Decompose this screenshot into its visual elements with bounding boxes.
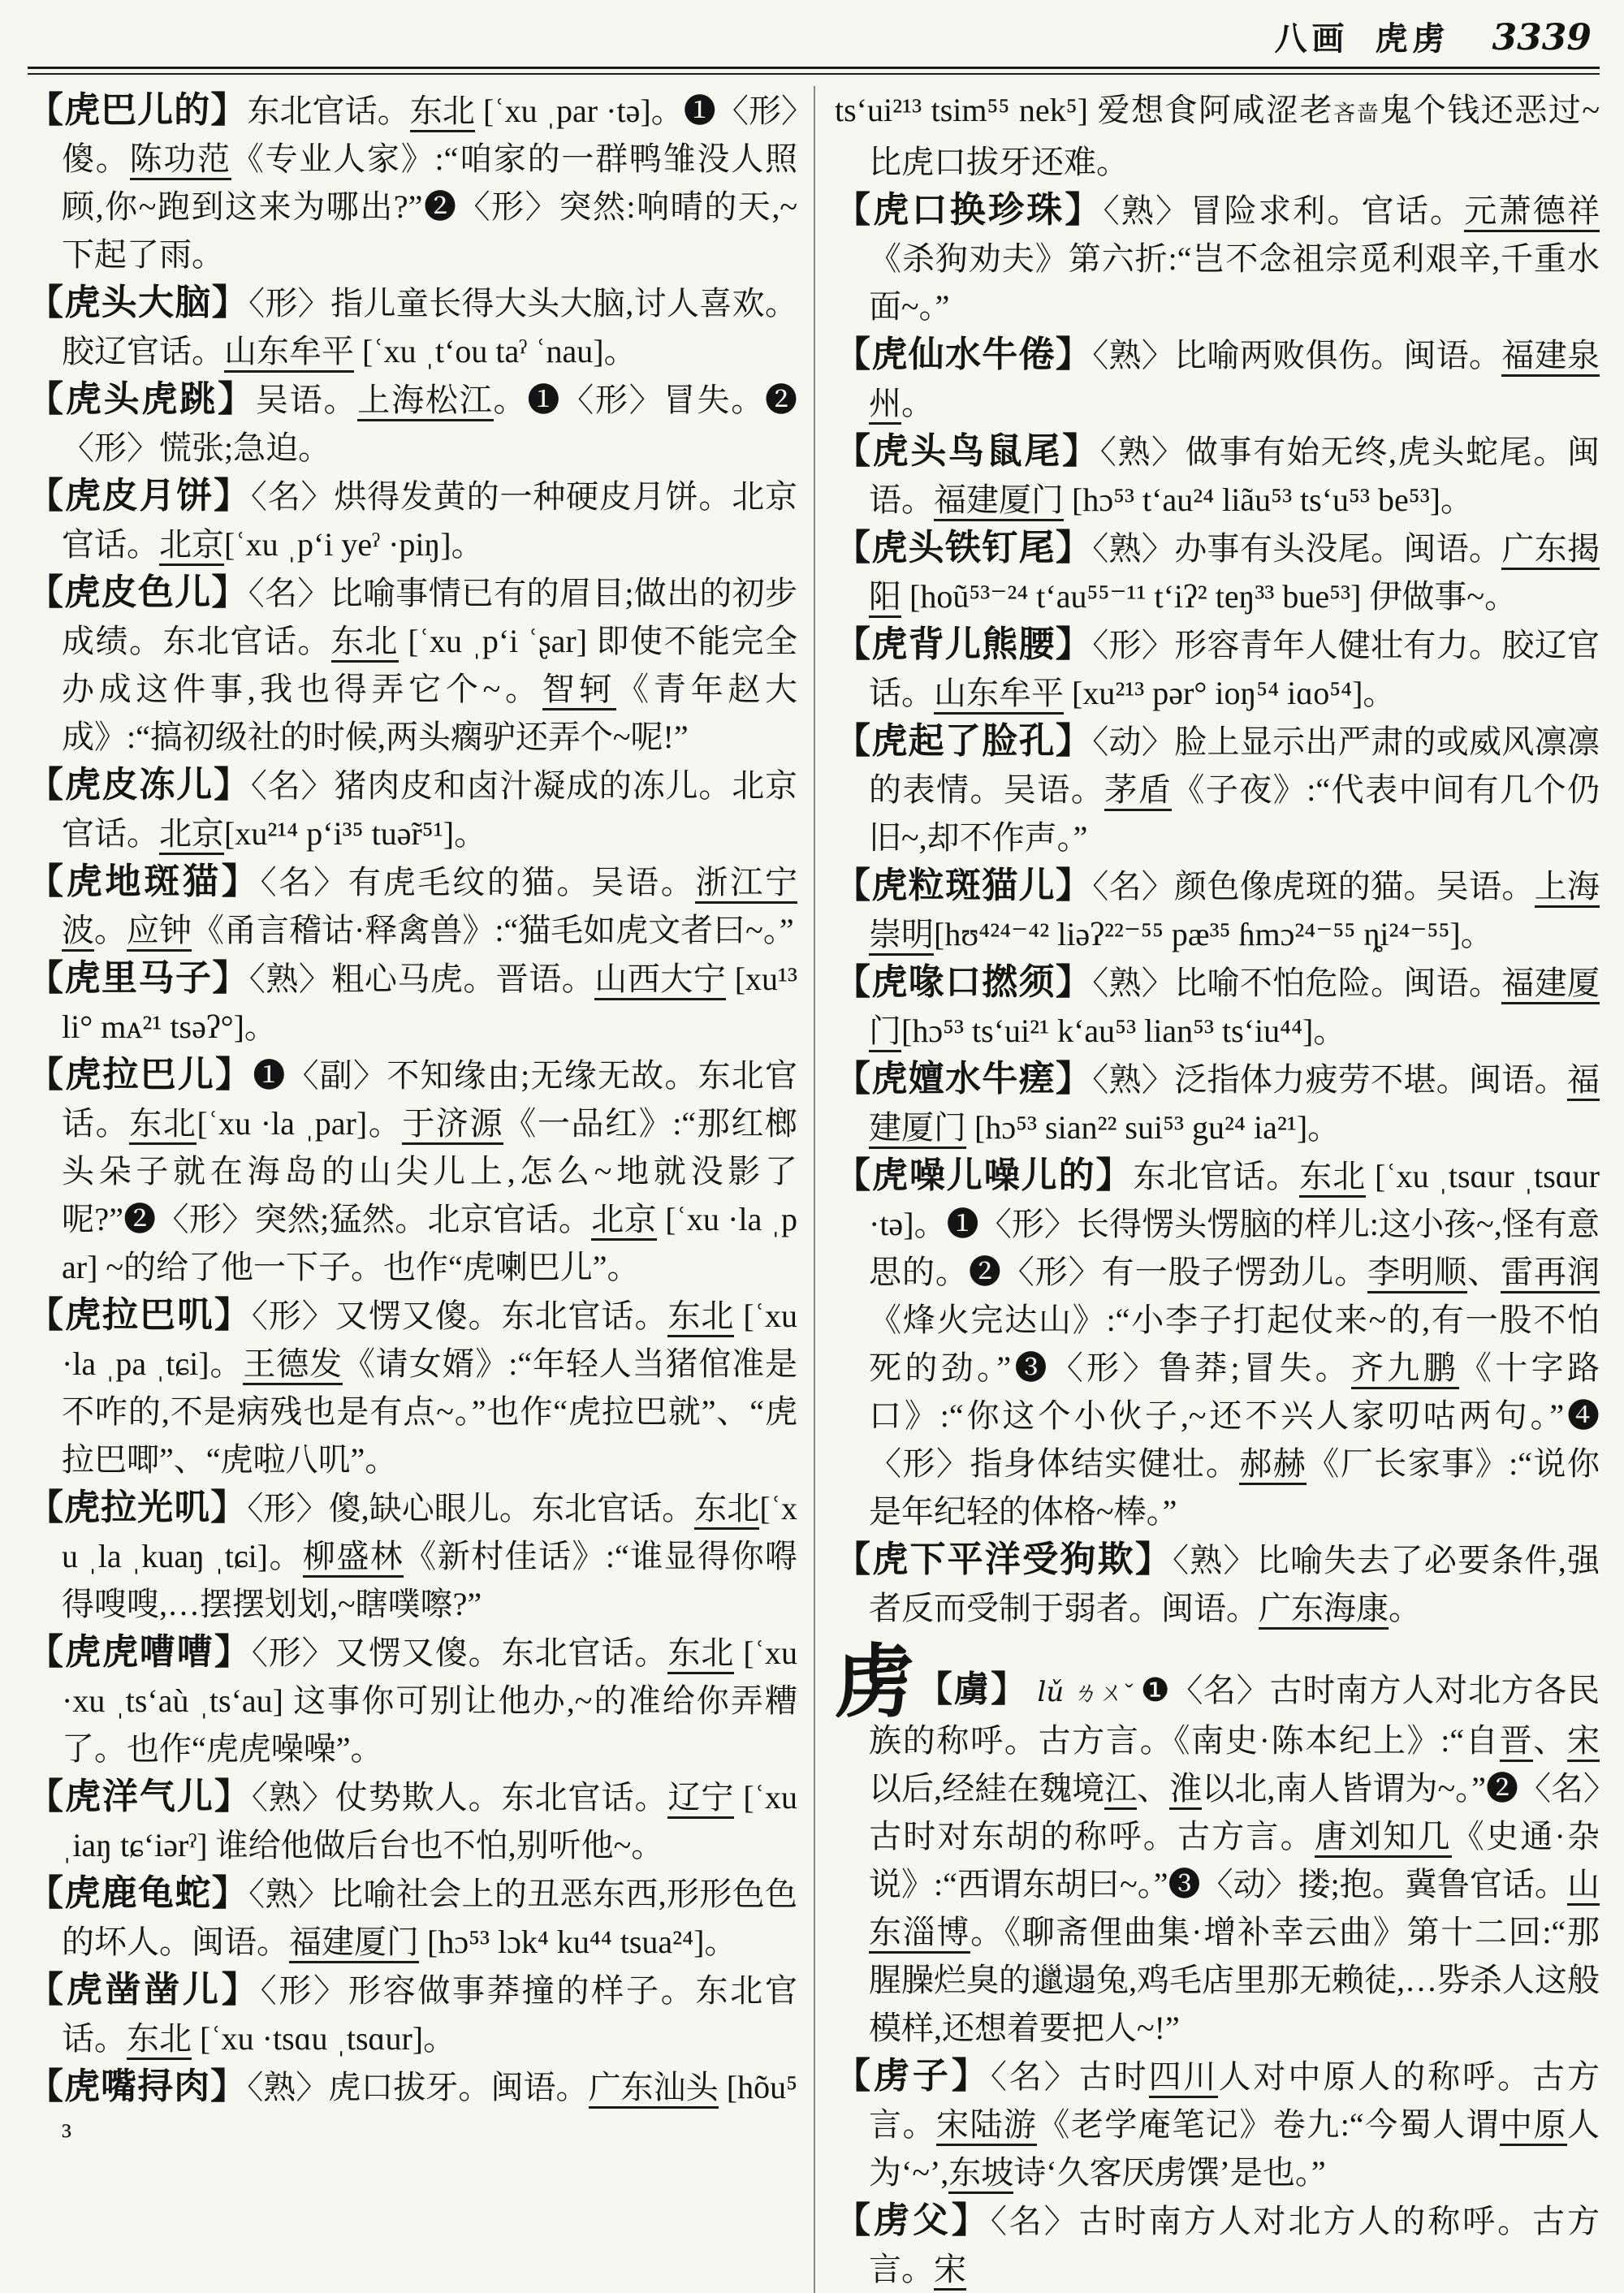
entry-headword: 【虎头大脑】 <box>28 283 249 322</box>
entry-headword: 【虎皮色儿】 <box>28 572 248 612</box>
pinyin-reading: lǔ <box>1027 1676 1073 1708</box>
char-headword-entry <box>835 1639 1600 2052</box>
dict-entry <box>835 427 1600 524</box>
proper-noun: 福建泉州 <box>869 337 1600 425</box>
proper-noun: 宋 <box>1567 1722 1600 1762</box>
entry-text: 〈名〉古时南方人对北方人的称呼。古方言。 <box>869 2203 1600 2287</box>
entry-text: 〈名〉有虎毛纹的猫。吴语。 <box>260 864 696 900</box>
entry-headword: 【虎拉巴叽】 <box>28 1295 252 1335</box>
page-number: 3339 <box>1492 17 1592 58</box>
entry-headword: 【虎虎嘈嘈】 <box>28 1632 252 1672</box>
proper-noun: 北京 <box>159 526 224 566</box>
entry-headword: 【虎凿凿儿】 <box>28 1970 261 2010</box>
proper-noun: 淮 <box>1169 1770 1202 1810</box>
proper-noun: 东北 <box>410 93 475 132</box>
entry-text: 人为‘~’, <box>869 2106 1600 2191</box>
entry-text: 《杀狗劝夫》第六折:“岂不念祖宗觅利艰辛,千重水面~。” <box>869 240 1600 325</box>
dict-entry <box>835 1055 1600 1151</box>
entry-text: 《专业人家》:“咱家的一群鸭雏没人照顾,你~跑到这来为哪出?”❷〈形〉突然:响晴的天,~下起了雨。 <box>62 140 798 273</box>
entry-text: 〈熟〉比喻不怕危险。闽语。 <box>1092 965 1502 1001</box>
entry-text: 。 <box>94 912 127 948</box>
entry-headword: 【虎里马子】 <box>28 958 249 998</box>
proper-noun: 宋陆游 <box>936 2106 1037 2146</box>
entry-text: 〈名〉比喻事情已有的眉目;做出的初步成绩。东北官话。 <box>62 575 797 659</box>
entry-text: [xu²¹³ pər° ioŋ⁵⁴ iɑo⁵⁴]。 <box>1064 675 1396 711</box>
proper-noun: 东北 <box>129 1105 197 1145</box>
traditional-form: 【虜】 <box>916 1669 1028 1709</box>
entry-headword: 【虎地斑猫】 <box>28 861 261 901</box>
entry-headword: 【虎嘴挦肉】 <box>28 2066 248 2106</box>
entry-headword: 【虎起了脸孔】 <box>835 721 1093 761</box>
entry-text: 、 <box>1467 1254 1501 1290</box>
entry-text: 。 <box>1389 1590 1421 1626</box>
entry-text: 〈形〉又愣又傻。东北官话。 <box>251 1634 668 1671</box>
entry-text: 〈熟〉粗心马虎。晋语。 <box>248 961 595 997</box>
proper-noun: 上海崇明 <box>869 868 1600 956</box>
entry-text: [hoũ⁵³⁻²⁴ tʻau⁵⁵⁻¹¹ tʻiʔ² teŋ³³ bue⁵³] 伊做事~。 <box>901 578 1518 615</box>
dict-entry <box>835 1151 1600 1535</box>
entry-text: 〈形〉形容做事莽撞的样子。东北官话。 <box>62 1972 798 2057</box>
proper-noun: 东北 <box>667 1298 734 1337</box>
dict-entry <box>28 1483 797 1628</box>
dict-entry <box>835 958 1600 1055</box>
entry-text: [ʿxu ˌpʻi yeˀ ·piŋ]。 <box>224 526 484 563</box>
entry-text: 、 <box>1533 1722 1567 1759</box>
proper-noun: 齐九鹏 <box>1351 1349 1459 1389</box>
entry-text: [ʿxu ·la ˌpa ˌtɕi]。 <box>62 1298 798 1382</box>
zhuyin-reading: ㄌㄨˇ <box>1073 1678 1141 1707</box>
proper-noun: 山西大宁 <box>594 961 726 1000</box>
stroke-section-label: 八画 <box>1274 20 1350 57</box>
proper-noun: 唐刘知几 <box>1315 1818 1452 1858</box>
entry-text: [ʿxu ·tsɑu ˌtsɑur]。 <box>192 2020 456 2057</box>
entry-text: 《子夜》:“代表中间有几个仍旧~,却不作声。” <box>869 771 1600 856</box>
entry-text: 《青年赵大成》:“搞初级社的时候,两头瘸驴还弄个~呢!” <box>62 671 798 755</box>
entry-text: 《烽火完达山》:“小李子打起仗来~的,有一股不怕死的劲。”❸〈形〉鲁莽;冒失。 <box>869 1302 1600 1386</box>
entry-headword: 【虎下平洋受狗欺】 <box>835 1539 1173 1579</box>
entry-text: [xu²¹⁴ pʻi³⁵ tuə̃r⁵¹]。 <box>224 815 487 852</box>
entry-text: 。 <box>901 385 934 421</box>
entry-headword: 【虎拉光叽】 <box>28 1488 248 1527</box>
entry-text: 《请女婿》:“年轻人当猪倌准是不咋的,不是病残也是有点~。”也作“虎拉巴就”、“虎拉巴唧”、“虎啦八叽”。 <box>62 1345 798 1478</box>
entry-text: [xu¹³ li° mᴀ²¹ tsəʔ°]。 <box>62 961 798 1045</box>
header-rule <box>28 67 1600 75</box>
proper-noun: 东北 <box>667 1634 734 1674</box>
entry-text: [ʿxu ·la ˌpar]。 <box>197 1105 403 1142</box>
entry-text: 〈熟〉比喻失去了必要条件,强者反而受制于弱者。闽语。 <box>869 1542 1600 1626</box>
entry-text: 人对中原人的称呼。古方言。 <box>869 2058 1600 2143</box>
entry-text: 、 <box>1137 1770 1170 1807</box>
proper-noun: 东坡 <box>948 2154 1013 2194</box>
dict-entry <box>28 1966 797 2062</box>
entry-text: 〈形〉又愣又傻。东北官话。 <box>251 1298 668 1334</box>
proper-noun: 广东揭阳 <box>869 530 1600 618</box>
dict-entry <box>28 761 797 857</box>
dict-entry <box>28 375 797 472</box>
entry-text: 〈熟〉比喻社会上的丑恶东西,形形色色的坏人。闽语。 <box>62 1876 798 1960</box>
entry-headword: 【虎噪儿噪儿的】 <box>835 1155 1134 1195</box>
proper-noun: 应钟 <box>127 912 192 952</box>
dict-entry <box>835 2196 1600 2293</box>
proper-noun: 东北 <box>694 1490 759 1530</box>
proper-noun: 陈功范 <box>130 140 231 180</box>
dict-entry <box>28 86 797 279</box>
dict-entry <box>835 1535 1600 1632</box>
proper-noun: 雷再润 <box>1501 1254 1600 1293</box>
entry-headword: 【虎巴儿的】 <box>28 90 248 130</box>
dict-entry <box>835 861 1600 958</box>
dict-entry <box>835 2052 1600 2196</box>
proper-noun: 北京 <box>159 815 224 855</box>
entry-text: ❶〈名〉古时南方人对北方各民族的称呼。古方言。《南史·陈本纪上》:“自 <box>869 1672 1600 1759</box>
page-header <box>28 15 1600 62</box>
entry-text: 《厂长家事》:“说你是年纪轻的体格~棒。” <box>869 1445 1600 1530</box>
entry-text: 鬼个钱还恶过~比虎口拔牙还难。 <box>869 92 1600 180</box>
entry-text: [ʿxu ·xu ˌtsʻaù ˌtsʻau] 这事你可别让他办,~的准给你弄糟了。也作“虎虎噪噪”。 <box>62 1634 798 1767</box>
entry-headword: 【虎拉巴儿】 <box>28 1055 253 1095</box>
entry-text: 〈名〉古时 <box>990 2058 1149 2095</box>
proper-noun: 宋 <box>934 2251 966 2291</box>
entry-text: [ʿxu ·la ˌpar] ~的给了他一下子。也作“虎喇巴儿”。 <box>62 1201 797 1285</box>
proper-noun: 柳盛林 <box>303 1538 404 1578</box>
entry-text: 〈名〉烘得发黄的一种硬皮月饼。北京官话。 <box>62 478 798 563</box>
entry-headword: 【虎背儿熊腰】 <box>835 624 1093 664</box>
entry-headword: 【虎洋气儿】 <box>28 1777 252 1816</box>
header-entry-range: 虎虏 <box>1375 20 1450 57</box>
dict-entry <box>28 954 797 1051</box>
entry-text: [hõu⁵³ <box>62 2069 798 2153</box>
dict-entry <box>28 1869 797 1966</box>
entry-text: 诗‘久客厌虏馔’是也。” <box>1013 2154 1326 2191</box>
entry-headword: 【虎口换珍珠】 <box>835 190 1104 230</box>
entry-text: 〈形〉指儿童长得大头大脑,讨人喜欢。胶辽官话。 <box>62 285 798 369</box>
entry-text: 。《聊斋俚曲集·增补幸云曲》第十二回:“那腥臊烂臭的邋遢兔,鸡毛店里那无赖徒,…哛杀人这般模样,还想着要把人~!” <box>869 1914 1600 2046</box>
proper-noun: 广东海康 <box>1259 1590 1389 1630</box>
entry-text: tsʻui²¹³ tsim⁵⁵ nek⁵] 爱想食阿咸涩老 <box>835 92 1334 128</box>
left-column <box>28 86 814 2159</box>
proper-noun: 元萧德祥 <box>1464 192 1600 232</box>
proper-noun: 东北 <box>127 2020 192 2060</box>
entry-text: 吝啬 <box>1333 101 1380 126</box>
entry-text: 〈熟〉仗势欺人。东北官话。 <box>251 1779 668 1816</box>
proper-noun: 王德发 <box>243 1345 343 1385</box>
text-columns <box>28 86 1600 2293</box>
proper-noun: 福建厦门 <box>289 1924 419 1963</box>
proper-noun: 山东淄博 <box>869 1866 1600 1954</box>
proper-noun: 东北 <box>1299 1158 1366 1198</box>
proper-noun: 李明顺 <box>1367 1254 1467 1293</box>
entry-text: 〈熟〉冒险求利。官话。 <box>1103 192 1465 229</box>
dict-entry <box>835 330 1600 427</box>
entry-text: 东北官话。 <box>1133 1158 1300 1194</box>
proper-noun: 山东牟平 <box>224 333 354 373</box>
entry-headword: 【虎鹿龟蛇】 <box>28 1873 249 1913</box>
entry-text: [hʊ⁴²⁴⁻⁴² liəʔ²²⁻⁵⁵ pæ³⁵ ɦmɔ²⁴⁻⁵⁵ ȵi²⁴⁻⁵⁵]。 <box>934 916 1493 952</box>
entry-headword: 【虏子】 <box>835 2056 991 2096</box>
entry-headword: 【虎头铁钉尾】 <box>835 528 1093 568</box>
proper-noun: 广东汕头 <box>589 2069 719 2109</box>
entry-text: 〈熟〉泛指体力疲劳不堪。闽语。 <box>1092 1061 1568 1098</box>
proper-noun: 上海松江 <box>357 382 493 421</box>
entry-text: [ʿxu ˌla ˌkuaŋ ˌtɕi]。 <box>62 1490 798 1574</box>
dict-entry <box>28 472 797 568</box>
right-column <box>814 86 1600 2293</box>
entry-headword: 【虎皮月饼】 <box>28 476 251 516</box>
entry-text: [hɔ⁵³ sian²² sui⁵³ gu²⁴ ia²¹]。 <box>966 1109 1341 1146</box>
dict-entry <box>835 717 1600 861</box>
proper-noun: 四川 <box>1149 2058 1219 2098</box>
dict-entry <box>28 1051 797 1291</box>
proper-noun: 智轲 <box>542 671 616 710</box>
entry-text: [hɔ⁵³ tʻau²⁴ liãu⁵³ tsʻu⁵³ be⁵³]。 <box>1064 481 1474 518</box>
entry-text: 〈形〉傻,缺心眼儿。东北官话。 <box>247 1490 695 1527</box>
entry-headword: 【虏父】 <box>835 2200 991 2240</box>
proper-noun: 山东牟平 <box>934 675 1064 715</box>
dict-entry <box>835 620 1600 717</box>
entry-text: 《甬言稽诂·释禽兽》:“猫毛如虎文者曰~。” <box>192 912 794 948</box>
entry-text: 《老学庵笔记》卷九:“今蜀人谓 <box>1037 2106 1501 2143</box>
entry-text: 《十字路口》:“你这个小伙子,~还不兴人家叨咕两句。”❹〈形〉指身体结实健壮。 <box>869 1349 1600 1482</box>
proper-noun: 江 <box>1104 1770 1137 1810</box>
dict-entry <box>28 1291 797 1483</box>
dict-entry <box>835 86 1600 186</box>
proper-noun: 茅盾 <box>1104 771 1172 811</box>
entry-text: 《一品红》:“那红榔头朵子就在海岛的山尖儿上,怎么~地就没影了呢?”❷〈形〉突然;猛然。北京官话。 <box>62 1105 797 1237</box>
headword-character: 虏 <box>835 1639 917 1727</box>
entry-text: [hɔ⁵³ tsʻui²¹ kʻau⁵³ lian⁵³ tsʻiu⁴⁴]。 <box>901 1013 1346 1049</box>
entry-text: [ʿxu ˌpar ·tə]。❶〈形〉傻。 <box>62 93 798 177</box>
entry-text: 〈名〉颜色像虎斑的猫。吴语。 <box>1092 868 1535 905</box>
dict-entry <box>28 568 797 761</box>
entry-text: 东北官话。 <box>247 93 410 129</box>
entry-headword: 【虎粒斑猫儿】 <box>835 866 1093 905</box>
entry-text: 〈名〉猪肉皮和卤汁凝成的冻儿。北京官话。 <box>62 767 798 852</box>
entry-headword: 【虎头虎跳】 <box>28 379 256 419</box>
entry-headword: 【虎头鸟鼠尾】 <box>835 431 1100 471</box>
dict-entry <box>28 279 797 375</box>
dict-entry <box>835 186 1600 330</box>
proper-noun: 辽宁 <box>667 1779 734 1819</box>
entry-text: [ʿxu ˌtsɑur ˌtsɑur ·tə]。❶〈形〉长得愣头愣脑的样儿:这小孩~,怪有意思的。❷〈形〉有一股子愣劲儿。 <box>869 1158 1600 1290</box>
entry-text: 〈熟〉比喻两败俱伤。闽语。 <box>1092 337 1502 374</box>
entry-text: [hɔ⁵³ lɔk⁴ ku⁴⁴ tsua²⁴]。 <box>419 1924 737 1960</box>
proper-noun: 晋 <box>1500 1722 1534 1762</box>
entry-text: 〈熟〉做事有始无终,虎头蛇尾。闽语。 <box>869 434 1600 518</box>
entry-text: 。❶〈形〉冒失。❷〈形〉慌张;急迫。 <box>62 382 798 466</box>
dict-entry <box>28 857 797 954</box>
entry-text: 《史通·杂说》:“西谓东胡曰~。”❸〈动〉搂;抱。冀鲁官话。 <box>869 1818 1600 1902</box>
entry-headword: 【虎仙水牛倦】 <box>835 335 1093 374</box>
entry-text: [ʿxu ˌtʻou taˀ ʿnau]。 <box>354 333 637 369</box>
proper-noun: 福建厦门 <box>869 1061 1600 1149</box>
entry-text: 以北,南人皆谓为~。”❷〈名〉古时对东胡的称呼。古方言。 <box>869 1770 1600 1855</box>
dict-entry <box>28 1628 797 1773</box>
entry-text: 《新村佳话》:“谁显得你嘚得嗖嗖,…摆摆划划,~瞎噗嚓?” <box>62 1538 798 1622</box>
entry-text: 〈熟〉办事有头没尾。闽语。 <box>1092 530 1502 567</box>
proper-noun: 福建厦门 <box>869 965 1600 1052</box>
dict-entry <box>28 1773 797 1869</box>
entry-text: 〈形〉形容青年人健壮有力。胶辽官话。 <box>869 627 1600 711</box>
proper-noun: 于济源 <box>402 1105 503 1145</box>
proper-noun: 东北 <box>331 623 399 663</box>
entry-text: [ʿxu ˌiaŋ tɕʻiərˀ] 谁给他做后台也不怕,别听他~。 <box>62 1779 798 1863</box>
proper-noun: 浙江宁波 <box>62 864 797 952</box>
entry-text: 〈动〉脸上显示出严肃的或威风凛凛的表情。吴语。 <box>869 723 1600 808</box>
proper-noun: 福建厦门 <box>934 481 1064 521</box>
entry-text: 〈熟〉虎口拔牙。闽语。 <box>247 2069 589 2105</box>
dict-entry <box>28 2062 797 2159</box>
entry-text: 吴语。 <box>255 382 358 418</box>
proper-noun: 郝赫 <box>1239 1445 1307 1485</box>
entry-headword: 【虎喙口撚须】 <box>835 962 1093 1002</box>
entry-text: ❶〈副〉不知缘由;无缘无故。东北官话。 <box>62 1057 798 1142</box>
proper-noun: 北京 <box>591 1201 657 1241</box>
proper-noun: 中原 <box>1500 2106 1567 2146</box>
entry-headword: 【虎嬗水牛瘥】 <box>835 1059 1093 1099</box>
entry-text: 以后,经絓在魏境 <box>869 1770 1105 1807</box>
entry-text: [ʿxu ˌpʻi ʿʂar] 即使不能完全办成这件事,我也得弄它个~。 <box>62 623 797 707</box>
dict-entry <box>835 524 1600 620</box>
entry-headword: 【虎皮冻儿】 <box>28 765 251 805</box>
